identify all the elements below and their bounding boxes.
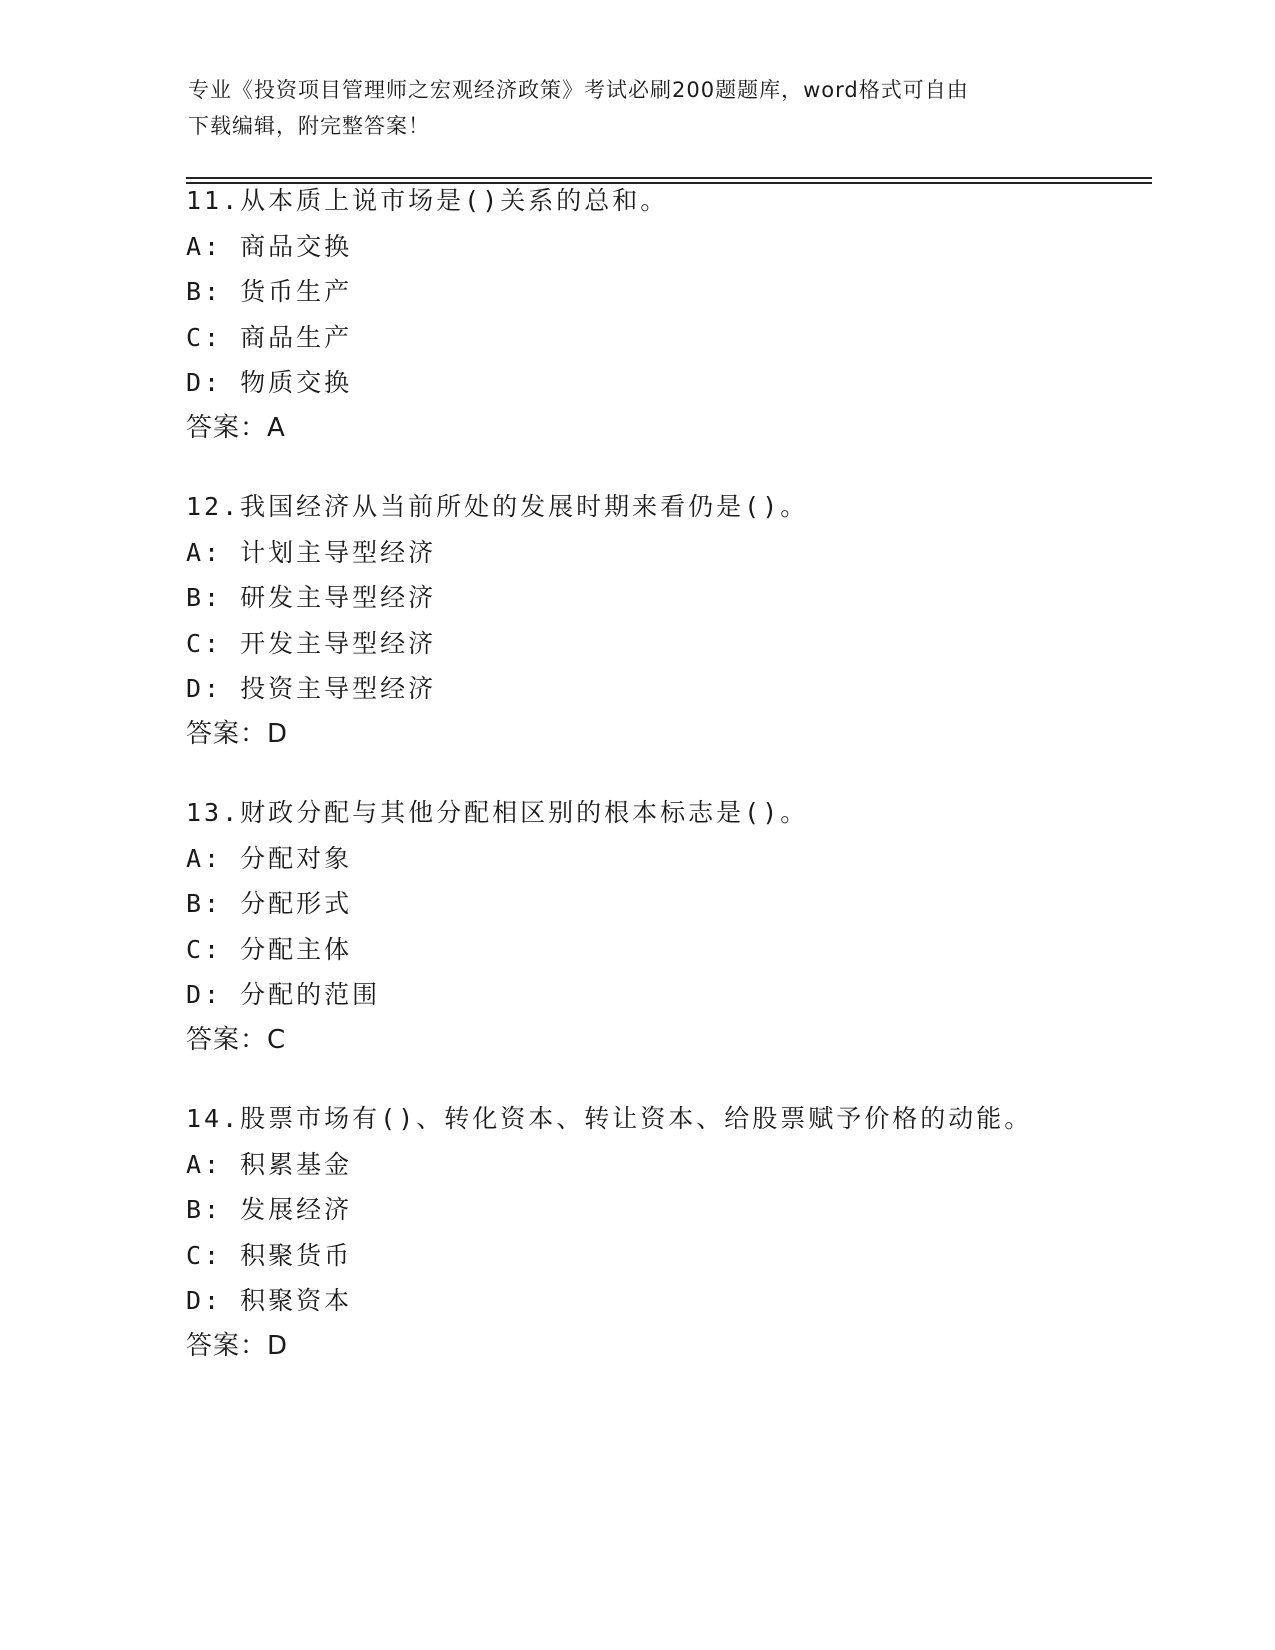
option-d: D: 投资主导型经济 [186,674,437,703]
question-stem: 14.股票市场有()、转化资本、转让资本、给股票赋予价格的动能。 [186,1104,1033,1133]
option-c: C: 分配主体 [186,934,353,964]
question-12 [186,484,1176,757]
option-a: A: 积累基金 [186,1149,353,1179]
option-d: D: 分配的范围 [186,980,381,1009]
question-stem: 11.从本质上说市场是()关系的总和。 [186,186,669,215]
answer: 答案：D [186,718,289,749]
option-d: D: 积聚资本 [186,1286,353,1315]
option-b: B: 货币生产 [186,277,353,306]
option-c: C: 开发主导型经济 [186,628,437,658]
option-b: B: 研发主导型经济 [186,583,437,612]
option-a: A: 分配对象 [186,843,353,873]
option-a: A: 商品交换 [186,231,353,261]
option-d: D: 物质交换 [186,368,353,397]
header-line-1: 专业《投资项目管理师之宏观经济政策》考试必刷200题题库，word格式可自由 [188,78,969,102]
answer: 答案：D [186,1330,289,1361]
question-14 [186,1096,1176,1369]
header-line-2: 下载编辑，附完整答案！ [188,114,430,138]
question-11 [186,178,1176,451]
question-stem: 12.我国经济从当前所处的发展时期来看仍是()。 [186,492,809,521]
option-b: B: 发展经济 [186,1195,353,1224]
answer: 答案：A [186,412,286,443]
answer: 答案：C [186,1024,287,1055]
question-13 [186,790,1176,1063]
option-c: C: 商品生产 [186,322,353,352]
option-b: B: 分配形式 [186,889,353,918]
question-stem: 13.财政分配与其他分配相区别的根本标志是()。 [186,798,809,827]
option-a: A: 计划主导型经济 [186,537,437,567]
option-c: C: 积聚货币 [186,1240,353,1270]
document-header [188,72,1068,144]
